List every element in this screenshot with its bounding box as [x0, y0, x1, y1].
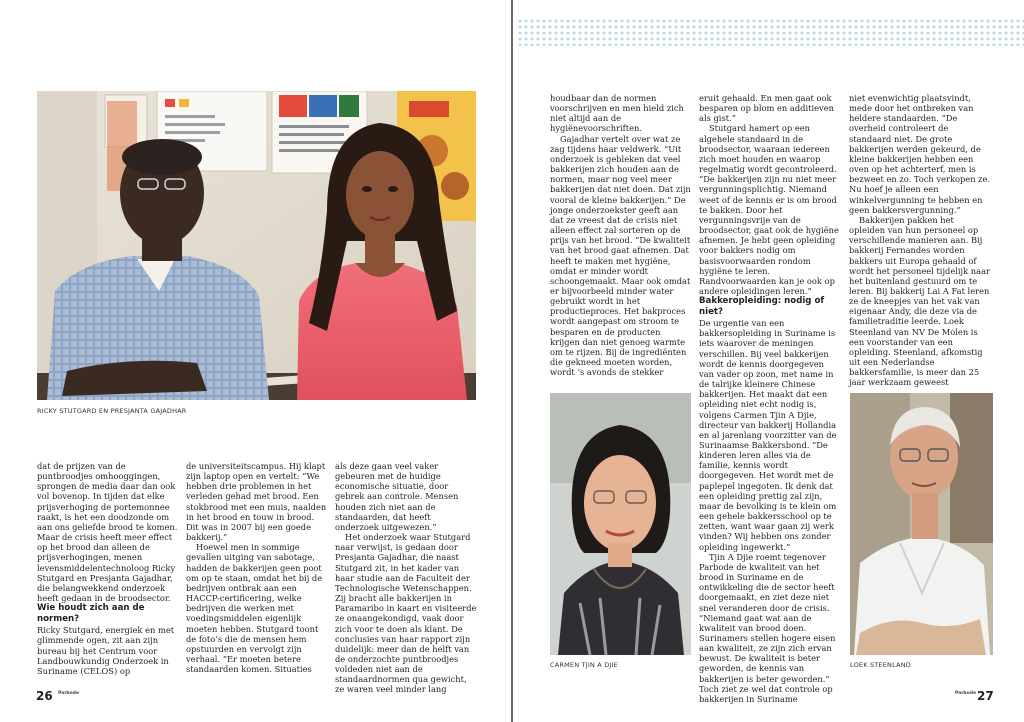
parbode-logo-text: Parbode	[58, 691, 80, 696]
right-page	[513, 0, 1024, 722]
right-column-3	[849, 93, 992, 388]
right-column-2	[699, 93, 840, 704]
body-paragraph: dat de prijzen van de puntbroodjes omhooggingen, sprongen de media daar dan ook vol bovenop. In tijden dat elke prijsverhoging de portemonnee raakt, is het een doodzonde om aan ons geliefde brood te komen. Maar de crisis heeft meer effect op het brood dan alleen de prijsverhogingen, menen levensmiddelentechnoloog Ricky Stutgard en Presjanta Gajadhar, die belangwekkend onderzoek heeft gedaan in de broodsector.	[37, 461, 178, 604]
body-paragraph: als deze gaan veel vaker gebeuren met de huidige economische situatie, door gebrek aan controle. Mensen houden zich niet aan de standaarden, dat heeft onderzoek uitgewezen.”	[335, 461, 459, 532]
photo-stutgard-gajadhar-image	[37, 91, 476, 400]
photo-caption: RICKY STUTGARD EN PRESJANTA GAJADHAR	[37, 407, 187, 415]
caption-carmen: CARMEN TJIN A DJIE	[550, 661, 618, 669]
subheading: Bakkeropleiding: nodig of niet?	[699, 296, 825, 318]
body-paragraph: Tjin A Djie roemt tegenover Parbode de kwaliteit van het brood in Suriname en de ontwikkeling die de sector heeft doorgemaakt, en ziet deze niet snel veranderen door de crisis. “Niemand gaat wat aan de kwaliteit van brood doen. Surinamers stellen hogere eisen aan kwaliteit, ze zijn zich ervan bewust. De kwaliteit is beter geworden, de kennis van bakkerijen is beter geworden.” Toch ziet ze wel dat controle op bakkerijen in Suriname	[699, 551, 836, 704]
body-paragraph: houdbaar dan de normen voorschrijven en men hield zich niet altijd aan de hygiënevoorschriften.	[550, 93, 684, 134]
photo-loek-image	[850, 393, 993, 655]
body-paragraph: de universiteitscampus. Hij klapt zijn laptop open en vertelt: “We hebben drie problemen in het verleden gehad met brood. Een stokbrood met een muis, naalden in het brood en touw in brood. Dit was in 2007 bij een goede bakkerij.”	[186, 461, 327, 543]
decorative-dot-pattern	[517, 18, 1024, 46]
body-paragraph: Gajadhar vertelt over wat ze zag tijdens haar veldwerk. “Uit onderzoek is gebleken dat veel bakkerijen zich houden aan de normen, maar nog veel meer bakkerijen dat niet doen. Dat zijn vooral de kleine bakkerijen.” De jonge onderzoekster geeft aan dat ze vreest dat de crisis niet alleen effect zal sorteren op de prijs van het brood. “De kwaliteit van het brood gaat afnemen. Dat heeft te maken met hygiëne, omdat er minder wordt schoongemaakt. Maar ook omdat er bijvoorbeeld minder water gebruikt wordt in het productieproces. Het bakproces wordt aangepast om stroom te besparen en de producten krijgen dan niet genoeg warmte om te rijzen. Bij de ingrediënten die gekneed moeten worden, wordt ’s avonds de stekker	[550, 133, 691, 378]
subheading: Wie houdt zich aan de normen?	[37, 603, 145, 625]
photo-loek-steenland	[850, 393, 993, 655]
body-paragraph: Stutgard hamert op een algehele standaard in de broodsector, waaraan iedereen zich moet houden en waarop regelmatig wordt gecontroleerd. “De bakkerijen zijn nu niet meer vergunningsplichtig. Niemand weet of de kennis er is om brood te bakken. Door het vergunningsvrije van de broodsector, gaat ook de hygiëne afnemen. Je hebt geen opleiding voor bakkers nodig om basisvoorwaarden rondom hygiëne te leren. Randvoorwaarden kan je ook op andere opleidingen leren.”	[699, 123, 839, 296]
page-number: 26	[36, 689, 53, 703]
parbode-logo	[58, 692, 79, 697]
photo-carmen-tjin-a-djie	[550, 393, 691, 655]
body-paragraph: Bakkerijen pakken het opleiden van hun personeel op verschillende manieren aan. Bij bakkerij Fernandes worden bakkers uit Europa gehaald of wordt het personeel tijdelijk naar het buitenland gestuurd om te leren. Bij bakkerij Lai A Fat leren ze de kneepjes van het vak van eigenaar Andy, die deze via de familietraditie leerde. Loek Steenland van NV De Molen is een voorstander van een opleiding. Steenland, afkomstig uit een Nederlandse bakkersfamilie, is meer dan 25 jaar werkzaam geweest	[849, 214, 990, 388]
parbode-logo-text: Parbode	[955, 691, 977, 696]
page-number: 27	[977, 689, 994, 703]
photo-carmen-image	[550, 393, 691, 655]
left-column-1	[37, 461, 180, 676]
body-paragraph: Het onderzoek waar Stutgard naar verwijst, is gedaan door Presjanta Gajadhar, die naast Stutgard zit, in het kader van haar studie aan de Faculteit der Technologische Wetenschappen. Zij bracht alle bakkerijen in Paramaribo in kaart en visiteerde ze onaangekondigd, vaak door zich voor te doen als klant. De conclusies van haar rapport zijn duidelijk: meer dan de helft van de onderzochte puntbroodjes voldeden niet aan de standaardnormen qua gewicht, ze waren veel minder lang	[335, 532, 477, 695]
body-paragraph: niet evenwichtig plaatsvindt, mede door het ontbreken van heldere standaarden. “De overheid controleert de standaard niet. De grote bakkerijen werden gekeurd, de kleine bakkerijen hebben een oven op het achterterf, men is bezweet en zo. Toch verkopen ze. Nu hoef je alleen een winkelvergunning te hebben en geen bakkersvergunning.”	[849, 93, 991, 215]
body-paragraph: eruit gehaald. En men gaat ook besparen op blom en additieven als gist.”	[699, 93, 834, 124]
caption-loek: LOEK STEENLAND	[850, 661, 911, 669]
parbode-logo	[955, 692, 976, 697]
body-paragraph: Hoewel men in sommige gevallen uitging van sabotage, hadden de bakkerijen geen poot om op te staan, omdat het bij de bedrijven ontbrak aan een HACCP-certificering, welke bedrijven die werken met voedingsmiddelen eigenlijk moeten hebben. Stutgard toont de foto’s die de mensen hem opstuurden en vervolgt zijn verhaal. “Er moeten betere standaarden komen. Situaties	[186, 542, 323, 675]
body-paragraph: Ricky Stutgard, energiek en met glimmende ogen, zit aan zijn bureau bij het Centrum voor Landbouwkundig Onderzoek in Suriname (CELOS) op	[37, 625, 175, 676]
body-paragraph: De urgentie van een bakkersopleiding in Suriname is iets waarover de meningen verschillen. Bij veel bakkerijen wordt de kennis doorgegeven van vader op zoon, met name in de talrijke kleinere Chinese bakkerijen. Het maakt dat een opleiding niet echt nodig is, volgens Carmen Tjin A Djie, directeur van bakkerij Hollandia en al jarenlang voorzitter van de Surinaamse Bakkersbond. “De kinderen leren alles via de familie, kennis wordt doorgegeven. Het wordt met de paplepel ingegoten. Ik denk dat een opleiding prettig zal zijn, maar de bevolking is te klein om een gehele bakkersschool op te zetten, want waar gaan zij werk vinden? Wij hebben ons zonder opleiding ingewerkt.”	[699, 318, 837, 552]
left-column-3	[335, 461, 477, 695]
right-column-1	[550, 93, 692, 377]
left-column-2	[186, 461, 327, 674]
photo-stutgard-gajadhar	[37, 91, 476, 400]
